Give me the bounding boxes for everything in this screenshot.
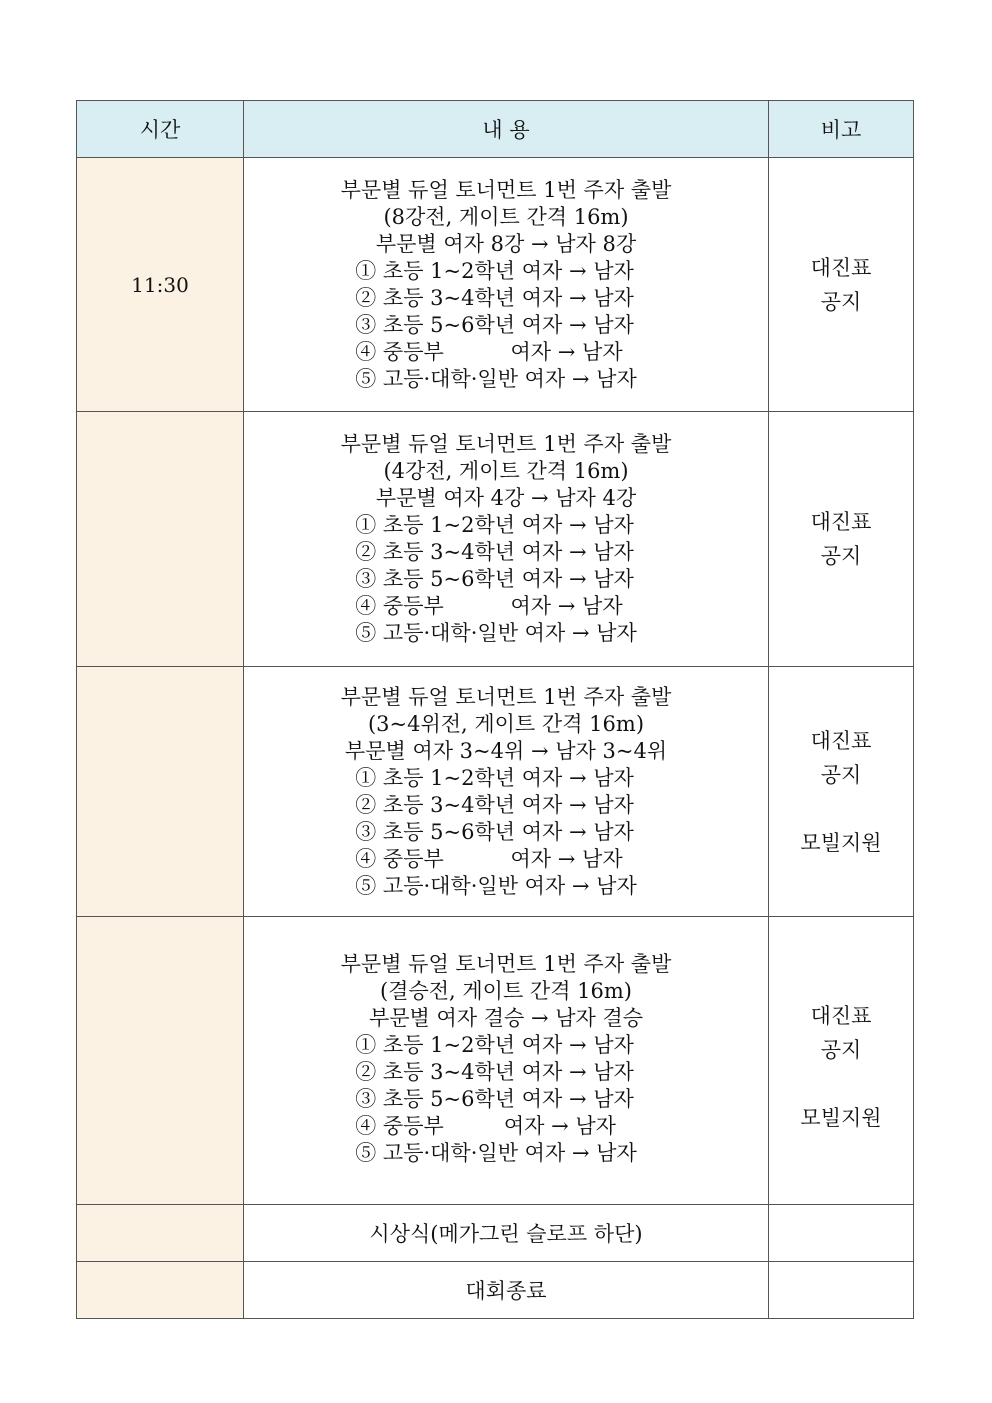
schedule-row [77, 667, 914, 917]
division-list [355, 258, 637, 393]
division-item: ③ 초등 5~6학년 여자 → 남자 [355, 819, 634, 844]
content-line: (3~4위전, 게이트 간격 16m) [367, 711, 645, 736]
division-item: ④ 중등부 여자 → 남자 [355, 594, 623, 618]
content-line: 부문별 여자 결승 → 남자 결승 [368, 1006, 644, 1030]
row-content: 대회종료 [244, 1262, 769, 1319]
note-line: 대진표 [810, 728, 872, 753]
division-item: ② 초등 3~4학년 여자 → 남자 [355, 285, 634, 310]
row-time [77, 917, 244, 1205]
row-content [244, 158, 769, 412]
content-line: 부문별 듀얼 토너먼트 1번 주자 출발 [340, 952, 672, 976]
division-item: ⑤ 고등·대학·일반 여자 → 남자 [355, 873, 637, 898]
division-item: ⑤ 고등·대학·일반 여자 → 남자 [355, 366, 637, 391]
note-line: 모빌지원 [800, 830, 882, 855]
content-line: (4강전, 게이트 간격 16m) [383, 459, 629, 483]
note-line: 공지 [820, 1038, 862, 1062]
note-line: 공지 [820, 544, 862, 568]
division-item: ② 초등 3~4학년 여자 → 남자 [355, 1060, 634, 1084]
content-line: 부문별 듀얼 토너먼트 1번 주자 출발 [340, 432, 672, 456]
row-note [769, 917, 914, 1205]
division-item: ③ 초등 5~6학년 여자 → 남자 [355, 312, 634, 337]
note-line: 대진표 [810, 510, 872, 534]
note-line: 대진표 [810, 255, 872, 280]
header-time: 시간 [77, 101, 244, 158]
row-note [769, 158, 914, 412]
row-time: 11:30 [77, 158, 244, 412]
schedule-row [77, 1205, 914, 1262]
division-item: ① 초등 1~2학년 여자 → 남자 [355, 765, 634, 790]
content-line: 부문별 듀얼 토너먼트 1번 주자 출발 [340, 684, 672, 709]
division-list [355, 765, 637, 900]
division-item: ④ 중등부 여자 → 남자 [355, 846, 623, 871]
schedule-table [76, 100, 914, 1319]
schedule-row [77, 1262, 914, 1319]
note-line: 대진표 [810, 1004, 872, 1028]
row-content [244, 917, 769, 1205]
content-line: 부문별 여자 8강 → 남자 8강 [375, 231, 637, 256]
division-item: ③ 초등 5~6학년 여자 → 남자 [355, 1087, 634, 1111]
content-line: 부문별 듀얼 토너먼트 1번 주자 출발 [340, 177, 672, 202]
content-line: 부문별 여자 3~4위 → 남자 3~4위 [344, 738, 668, 763]
header-row [77, 101, 914, 158]
note-line [769, 792, 913, 826]
row-time [77, 1205, 244, 1262]
row-note [769, 1205, 914, 1262]
header-note: 비고 [769, 101, 914, 158]
division-item: ① 초등 1~2학년 여자 → 남자 [355, 513, 634, 537]
division-item: ② 초등 3~4학년 여자 → 남자 [355, 792, 634, 817]
row-time [77, 667, 244, 917]
schedule-row [77, 917, 914, 1205]
schedule-row [77, 158, 914, 412]
division-list [355, 512, 637, 647]
note-line: 모빌지원 [800, 1106, 882, 1130]
division-item: ⑤ 고등·대학·일반 여자 → 남자 [355, 621, 637, 645]
content-line: 부문별 여자 4강 → 남자 4강 [375, 486, 637, 510]
row-note [769, 412, 914, 667]
division-item: ④ 중등부 여자 → 남자 [355, 339, 623, 364]
row-time [77, 1262, 244, 1319]
header-content: 내 용 [244, 101, 769, 158]
division-item: ① 초등 1~2학년 여자 → 남자 [355, 258, 634, 283]
schedule-row [77, 412, 914, 667]
note-line: 공지 [820, 762, 862, 787]
note-line [769, 1067, 913, 1101]
row-note [769, 1262, 914, 1319]
content-line: (8강전, 게이트 간격 16m) [383, 204, 629, 229]
division-list [355, 1032, 637, 1167]
division-item: ③ 초등 5~6학년 여자 → 남자 [355, 567, 634, 591]
division-item: ④ 중등부 여자 → 남자 [355, 1114, 616, 1138]
row-content [244, 412, 769, 667]
division-item: ② 초등 3~4학년 여자 → 남자 [355, 540, 634, 564]
content-line: (결승전, 게이트 간격 16m) [379, 979, 632, 1003]
row-content: 시상식(메가그린 슬로프 하단) [244, 1205, 769, 1262]
row-note [769, 667, 914, 917]
note-line: 공지 [820, 289, 862, 314]
division-item: ⑤ 고등·대학·일반 여자 → 남자 [355, 1141, 637, 1165]
row-time [77, 412, 244, 667]
division-item: ① 초등 1~2학년 여자 → 남자 [355, 1033, 634, 1057]
row-content [244, 667, 769, 917]
